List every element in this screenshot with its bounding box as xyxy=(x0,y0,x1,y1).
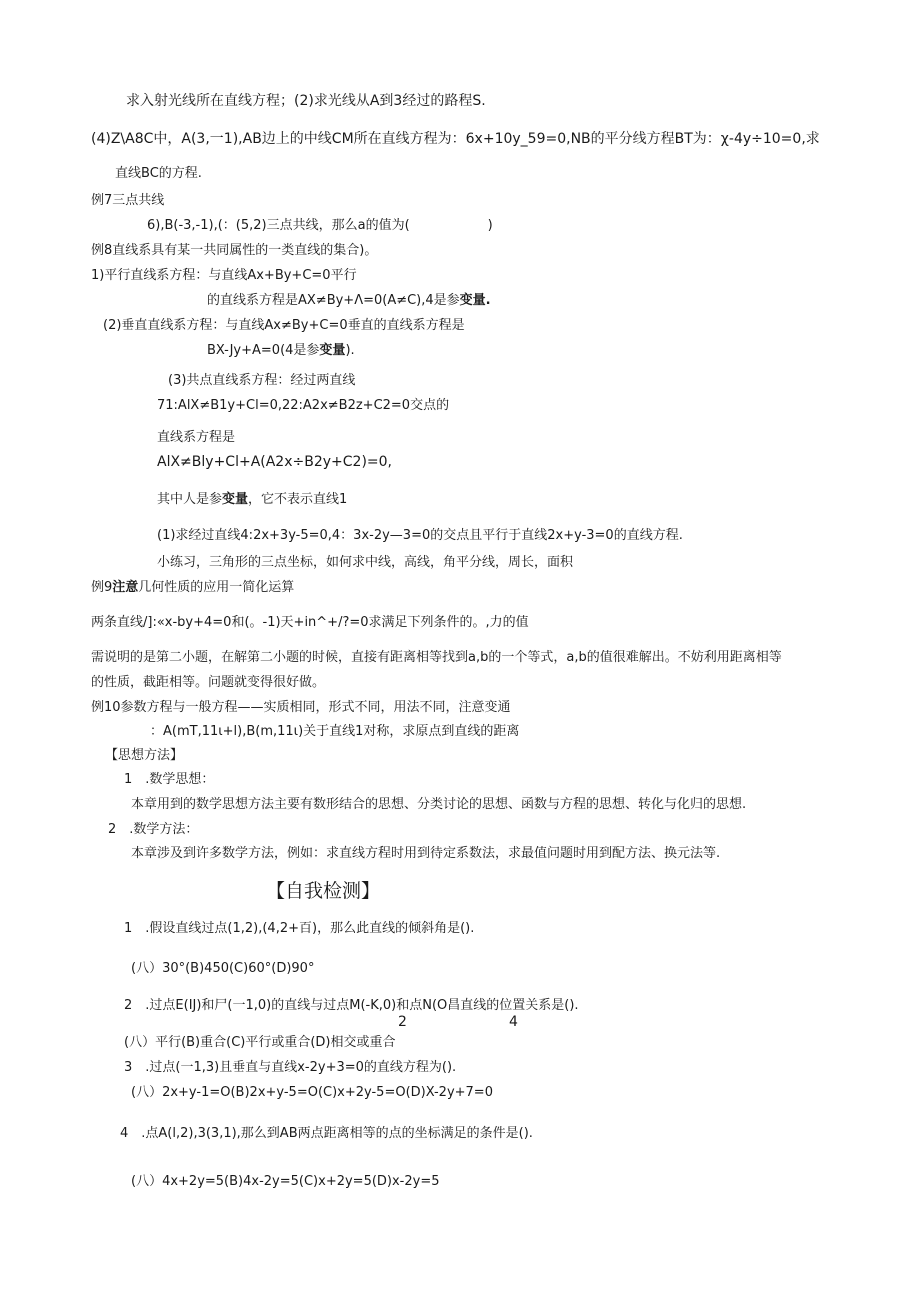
question: 1 .假设直线过点(1,2),(4,2+百)，那么此直线的倾斜角是(). xyxy=(124,921,475,936)
text-line: 两条直线/]:«x-by+4=0和(。-1)天+in^+/?=0求满足下列条件的。,力的值 xyxy=(91,615,529,630)
text-segment: 的直线系方程是AX≠By+Λ=0(A≠C),4是参 xyxy=(207,293,460,308)
question-options: (八）4x+2y=5(B)4x-2y=5(C)x+2y=5(D)x-2y=5 xyxy=(131,1174,440,1189)
text-line: 1 .数学思想： xyxy=(124,772,215,787)
question: 3 .过点(一1,3)且垂直与直线x-2y+3=0的直线方程为(). xyxy=(124,1060,457,1075)
text-line: (3)共点直线系方程：经过两直线 xyxy=(168,373,356,388)
text-line: AlX≠Bly+Cl+A(A2x÷B2y+C2)=0, xyxy=(157,454,392,470)
bold-term: 变量. xyxy=(459,293,491,308)
text-line: 例7三点共线 xyxy=(91,193,165,208)
text-line: 直线系方程是 xyxy=(157,430,236,445)
subscript: 2 xyxy=(398,1014,407,1030)
text-line: 2 .数学方法： xyxy=(108,822,199,837)
text-line: 71:AlX≠B1y+Cl=0,22:A2x≠B2z+C2=0交点的 xyxy=(157,398,450,413)
text-segment: BX-Jy+A=0(4是参 xyxy=(207,343,320,358)
text-line: 例10参数方程与一般方程——实质相同，形式不同，用法不同，注意变通 xyxy=(91,700,511,715)
text-segment: ，它不表示直线1 xyxy=(248,492,348,507)
question: 4 .点A(l,2),3(3,1),那么到AB两点距离相等的点的坐标满足的条件是(). xyxy=(120,1126,533,1141)
text-line: 本章涉及到许多数学方法，例如：求直线方程时用到待定系数法，求最值问题时用到配方法、换元法等. xyxy=(131,846,721,861)
question-options: (八）30°(B)450(C)60°(D)90° xyxy=(131,961,315,976)
text-line: (2)垂直直线系方程：与直线Ax≠By+C=0垂直的直线系方程是 xyxy=(103,318,465,333)
text-line: ：A(mT,11ι+l),B(m,11ι)关于直线1对称，求原点到直线的距离 xyxy=(150,724,520,739)
text-line: 本章用到的数学思想方法主要有数形结合的思想、分类讨论的思想、函数与方程的思想、转化与化归的思想. xyxy=(131,797,747,812)
text-line xyxy=(157,492,347,508)
text-line xyxy=(91,580,294,596)
subscript: 4 xyxy=(509,1014,518,1030)
question-options: (八）平行(B)重合(C)平行或重合(D)相交或重合 xyxy=(124,1035,396,1050)
text-line: 例8直线系具有某一共同属性的一类直线的集合)。 xyxy=(91,243,378,258)
text-line: 直线BC的方程. xyxy=(115,166,202,181)
text-line: 1)平行直线系方程：与直线Ax+By+C=0平行 xyxy=(91,268,357,283)
text-segment: 几何性质的应用一简化运算 xyxy=(138,580,295,595)
text-line: 6),B(-3,-1),(：(5,2)三点共线，那么a的值为( ) xyxy=(147,218,493,233)
bold-term: 变量 xyxy=(319,343,346,358)
text-line xyxy=(207,293,491,309)
text-line: 的性质，截距相等。问题就变得很好做。 xyxy=(91,675,326,690)
bold-term: 注意 xyxy=(112,580,139,595)
text-segment: ). xyxy=(345,343,355,358)
text-line xyxy=(207,343,355,359)
question: 2 .过点E(IJ)和尸(一1,0)的直线与过点M(-K,0)和点N(O昌直线的位置关系是(). xyxy=(124,998,579,1013)
text-segment: 例9 xyxy=(91,580,113,595)
text-line: 求入射光线所在直线方程；(2)求光线从A到3经过的路程S. xyxy=(126,93,486,109)
question-options: (八）2x+y-1=O(B)2x+y-5=O(C)x+2y-5=O(D)X-2y+7=0 xyxy=(131,1085,493,1100)
bold-term: 变量 xyxy=(222,492,249,507)
section-title: 【自我检测】 xyxy=(266,880,381,902)
text-line: (4)Z\A8C中，A(3,一1),AB边上的中线CM所在直线方程为：6x+10y_59=0,NB的平分线方程BT为：χ-4y÷10=0,求 xyxy=(91,131,820,147)
text-line: 需说明的是第二小题，在解第二小题的时候，直接有距离相等找到a,b的一个等式，a,b的值很难解出。不妨利用距离相等 xyxy=(91,650,782,665)
text-segment: 其中人是参 xyxy=(157,492,223,507)
text-line: (1)求经过直线4:2x+3y-5=0,4：3x-2y—3=0的交点且平行于直线2x+y-3=0的直线方程. xyxy=(157,528,683,543)
text-line: 小练习，三角形的三点坐标，如何求中线，高线，角平分线，周长，面积 xyxy=(157,555,574,570)
section-heading: 【思想方法】 xyxy=(105,748,184,763)
